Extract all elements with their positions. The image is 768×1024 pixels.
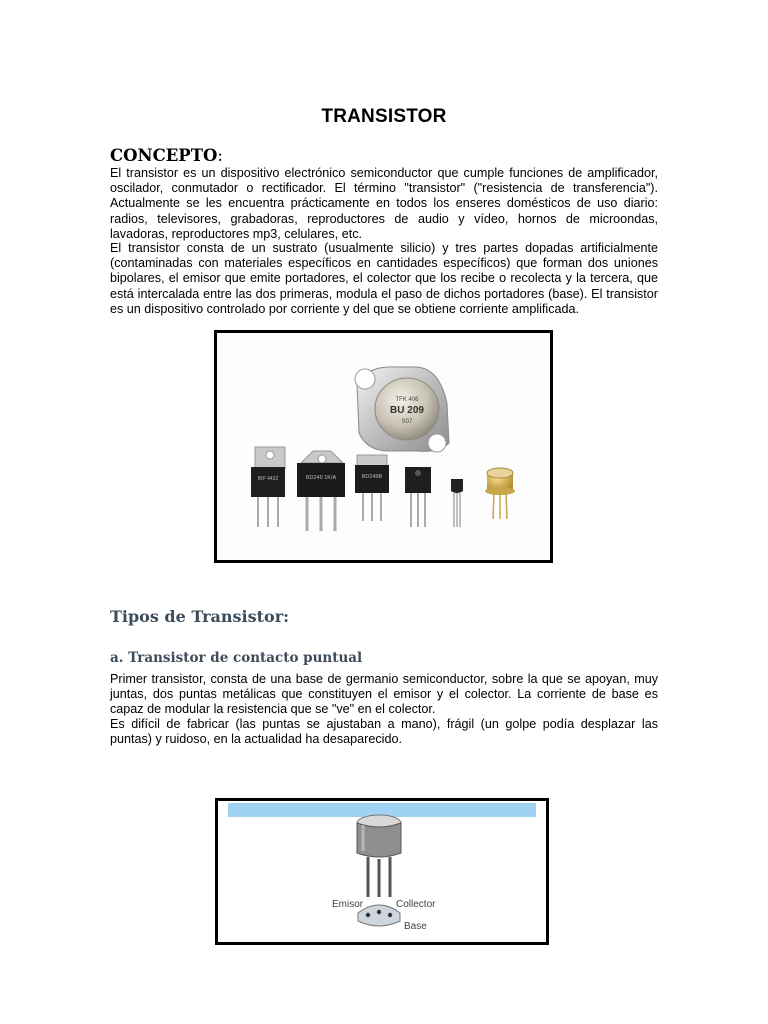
transistors-photo-drawing <box>217 333 550 560</box>
to92-diagram-body <box>357 815 401 897</box>
transistors-photo <box>214 330 553 563</box>
to3-transistor <box>355 367 449 452</box>
concept-heading <box>110 146 223 165</box>
to3-label-line1: TFK 406 <box>395 397 419 403</box>
to220-1-label: BIP 4432 <box>257 476 279 482</box>
to92-transistor <box>451 479 463 527</box>
concept-heading-text: CONCEPTO <box>110 146 218 165</box>
to220-2-label: BD249 1K/A <box>305 475 337 481</box>
concept-paragraph-1: El transistor es un dispositivo electrónico semiconductor que cumple funciones de amplificador, oscilador, conmutador o rectificador. El término "transistor" ("resistencia de transferencia"). Actualmente se les encuentra prácticamente en todos los enseres domésticos de uso diario: radios, televisores, grabadoras, reproductores de audio y vídeo, hornos de microondas, lavadoras, reproductores mp3, celulares, etc. <box>110 166 658 241</box>
to126-transistor <box>405 467 431 527</box>
transistor-diagram-drawing <box>218 801 546 942</box>
to39-transistor <box>485 468 515 519</box>
emitter-label: Emisor <box>332 899 364 910</box>
concept-paragraph-2: El transistor consta de un sustrato (usualmente silicio) y tres partes dopadas artificialmente (contaminadas con materiales específicos en cantidades específicos) que forman dos uniones bipolares, el emisor que emite portadores, el colector que los recibe o recolecta y la tercera, que está intercalada entre las dos primeras, modula el paso de dichos portadores (base). El transistor es un dispositivo controlado por corriente y del que se obtiene corriente amplificada. <box>110 241 658 316</box>
to220-transistor-2 <box>297 451 345 531</box>
subsection-a-heading: a. Transistor de contacto puntual <box>110 650 363 666</box>
to220-transistor-1 <box>251 447 285 527</box>
pinout-base-view <box>358 905 400 926</box>
base-label: Base <box>404 921 427 932</box>
concept-heading-colon: : <box>217 146 223 165</box>
to220-3-label: BD249B <box>361 474 383 480</box>
to3-label-line3: S07 <box>401 419 413 425</box>
to3-label-line2: BU 209 <box>390 405 424 416</box>
subsection-a-paragraph-1: Primer transistor, consta de una base de germanio semiconductor, sobre la que se apoyan, muy juntas, dos puntas metálicas que constituyen el emisor y el colector. La corriente de base es capaz de modular la resistencia que se "ve" en el colector. <box>110 672 658 717</box>
to220-transistor-3 <box>355 455 389 521</box>
subsection-a-paragraph-2: Es difícil de fabricar (las puntas se ajustaban a mano), frágil (un golpe podía desplazar las puntas) y ruidoso, en la actualidad ha desaparecido. <box>110 717 658 747</box>
document-title: TRANSISTOR <box>321 106 447 127</box>
transistor-diagram <box>215 798 549 945</box>
collector-label: Collector <box>396 899 436 910</box>
types-heading: Tipos de Transistor: <box>110 607 290 626</box>
